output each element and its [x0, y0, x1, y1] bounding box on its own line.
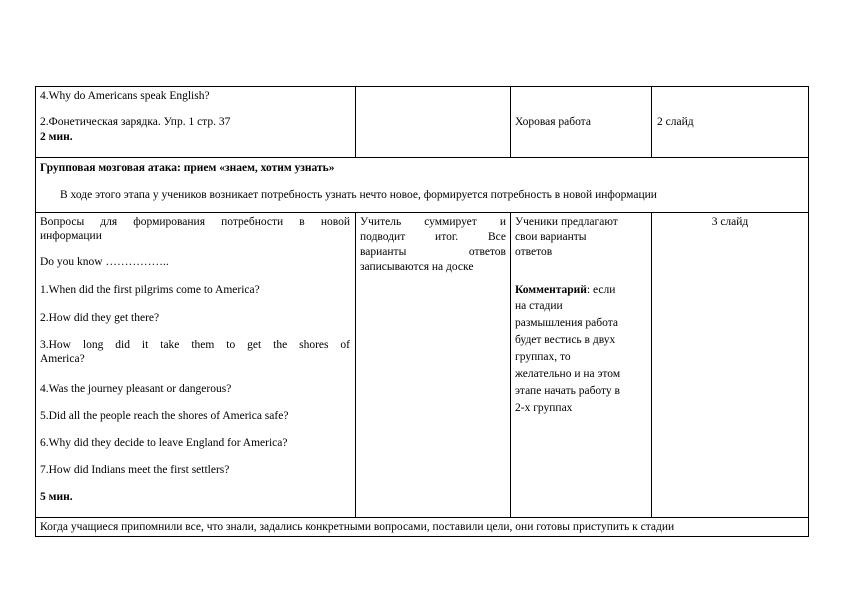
- brainstorm-description: В ходе этого этапа у учеников возникает потребность узнать нечто новое, формируется потребность в новой информации: [60, 189, 657, 201]
- lesson-plan-table: [35, 86, 809, 537]
- row1-col2: [355, 86, 511, 158]
- summary-text: Когда учащиеся припомнили все, что знали, задались конкретными вопросами, поставили цели, они готовы приступить к стадии: [40, 521, 675, 533]
- time-5-min: 5 мин.: [40, 491, 73, 503]
- time-2-min: 2 мин.: [40, 131, 73, 143]
- question-5: 5.Did all the people reach the shores of America safe?: [40, 410, 289, 422]
- intro-line-2: информации: [40, 230, 102, 242]
- teacher-line-2: подводит итог. Все: [360, 231, 506, 243]
- intro-line-1: Вопросы для формирования потребности в новой: [40, 216, 350, 228]
- comment-line-3: будет вестись в двух: [515, 334, 616, 346]
- row3-col2: [355, 212, 511, 518]
- teacher-line-4: записываются на доске: [360, 261, 474, 273]
- teacher-line-3: варианты ответов: [360, 246, 506, 258]
- question-6: 6.Why did they decide to leave England for America?: [40, 437, 288, 449]
- comment-label: Комментарий: [515, 284, 587, 296]
- comment-line-7: 2-х группах: [515, 402, 573, 414]
- comment-line-2: размышления работа: [515, 317, 618, 329]
- students-line-3: ответов: [515, 246, 553, 258]
- brainstorm-heading: Групповая мозговая атака: прием «знаем, хотим узнать»: [40, 162, 335, 174]
- students-line-2: свои варианты: [515, 231, 587, 243]
- comment-line-5: желательно и на этом: [515, 368, 621, 380]
- row3-col1: [35, 212, 356, 518]
- question-4-journey: 4.Was the journey pleasant or dangerous?: [40, 383, 232, 395]
- row1-col4: [651, 86, 809, 158]
- question-4: 4.Why do Americans speak English?: [40, 90, 210, 102]
- comment-rest: : если: [586, 284, 616, 296]
- slide-3: 3 слайд: [711, 216, 749, 228]
- row1-col1: [35, 86, 356, 158]
- teacher-line-1: Учитель суммирует и: [360, 216, 506, 228]
- choral-work: Хоровая работа: [515, 116, 591, 128]
- slide-2: 2 слайд: [657, 116, 694, 128]
- row4-summary: [35, 517, 809, 537]
- comment-line-6: этапе начать работу в: [515, 385, 620, 397]
- comment-first-line: [515, 283, 615, 297]
- row3-col4: [651, 212, 809, 518]
- comment-line-4: группах, то: [515, 351, 571, 363]
- row1-col3: [510, 86, 652, 158]
- students-line-1: Ученики предлагают: [515, 216, 618, 228]
- row2-brainstorm: [35, 157, 809, 213]
- question-2: 2.How did they get there?: [40, 312, 160, 324]
- row3-col3: [510, 212, 652, 518]
- comment-line-1: на стадии: [515, 300, 563, 312]
- question-3-cont: America?: [40, 353, 85, 365]
- phonetic-activity: 2.Фонетическая зарядка. Упр. 1 стр. 37: [40, 116, 231, 128]
- question-3: 3.How long did it take them to get the shores of: [40, 339, 350, 351]
- question-1: 1.When did the first pilgrims come to America?: [40, 284, 260, 296]
- question-7: 7.How did Indians meet the first settlers?: [40, 464, 230, 476]
- do-you-know: Do you know ……………..: [40, 256, 169, 268]
